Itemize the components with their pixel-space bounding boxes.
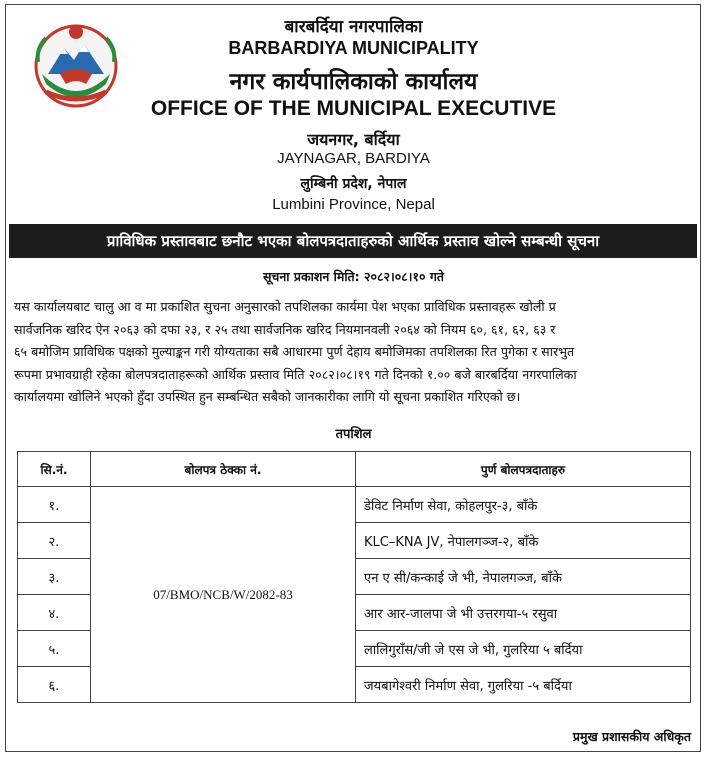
col-header-sn: सि.नं. xyxy=(18,452,91,487)
bidders-table xyxy=(17,451,691,703)
municipality-name-ne: बारबर्दिया नगरपालिका xyxy=(284,17,423,37)
municipality-name-en: BARBARDIYA MUNICIPALITY xyxy=(228,38,479,58)
body-line: यस कार्यालयबाट चालु आ व मा प्रकाशित सुचना अनुसारको तपशिलका कार्यमा पेश भएका प्राविधिक प्रस्तावहरू खोली प्र xyxy=(14,299,556,314)
tapasil-heading: तपशिल xyxy=(335,427,372,442)
body-line: कार्यालयमा खोलिने भएको हुँदा उपस्थित हुन सम्बन्धित सबैको जानकारीका लागि यो सूचना प्रकाशित गरिएको छ। xyxy=(14,389,521,404)
row-sn: ३. xyxy=(18,559,91,595)
body-line: ६५ बमोजिम प्राविधिक पक्षको मुल्याङ्कन गरी योग्यताका सबै आधारमा पुर्ण देहाय बमोजिमका तपशिलका रित पुगेका र सारभुत xyxy=(14,344,575,359)
publish-date: सूचना प्रकाशन मिति: २०८२।०८।१० गते xyxy=(262,269,445,284)
body-line: रूपमा प्रभावग्राही रहेका बोलपत्रदाताहरूको आर्थिक प्रस्ताव मिति २०८२।०८।१९ गते दिनको १.०० बजे बारबर्दिया नगरपालिका xyxy=(14,366,577,382)
row-sn: ४. xyxy=(18,595,91,631)
body-line: सार्वजनिक खरिद ऐन २०६३ को दफा २३, र २५ तथा सार्वजनिक खरिद नियमानवली २०६४ को नियम ६०, ६१, ६२, ६३ र xyxy=(14,321,556,337)
signatory: प्रमुख प्रशासकीय अधिकृत xyxy=(572,729,691,744)
row-bidder: एन ए सी/कन्काई जे भी, नेपालगञ्ज, बाँके xyxy=(356,559,691,595)
contract-number: 07/BMO/NCB/W/2082-83 xyxy=(91,487,356,703)
row-sn: २. xyxy=(18,523,91,559)
notice-title: प्राविधिक प्रस्तावबाट छनौट भएका बोलपत्रदाताहरुको आर्थिक प्रस्ताव खोल्ने सम्बन्धी सूचना xyxy=(9,224,697,258)
row-sn: ६. xyxy=(18,667,91,703)
col-header-bidder: पुर्ण बोलपत्रदाताहरु xyxy=(356,452,691,487)
row-bidder: जयबागेश्वरी निर्माण सेवा, गुलरिया -५ बर्दिया xyxy=(356,667,691,703)
province-en: Lumbini Province, Nepal xyxy=(272,196,435,213)
province-ne: लुम्बिनी प्रदेश, नेपाल xyxy=(300,176,407,192)
table-row xyxy=(18,487,691,523)
row-sn: ५. xyxy=(18,631,91,667)
office-name-ne: नगर कार्यपालिकाको कार्यालय xyxy=(229,69,478,95)
row-bidder: डेविट निर्माण सेवा, कोहलपुर-३, बाँके xyxy=(356,487,691,523)
col-header-contract: बोलपत्र ठेक्का नं. xyxy=(91,452,356,487)
row-bidder: KLC–KNA JV, नेपालगञ्ज-२, बाँके xyxy=(356,523,691,559)
row-sn: १. xyxy=(18,487,91,523)
office-name-en: OFFICE OF THE MUNICIPAL EXECUTIVE xyxy=(150,97,557,120)
table-header-row xyxy=(18,452,691,487)
place-en: JAYNAGAR, BARDIYA xyxy=(277,150,430,167)
notice-body xyxy=(14,296,694,409)
row-bidder: लालिगुराँस/जी जे एस जे भी, गुलरिया ५ बर्दिया xyxy=(356,631,691,667)
row-bidder: आर आर-जालपा जे भी उत्तरगया-५ रसुवा xyxy=(356,595,691,631)
place-ne: जयनगर, बर्दिया xyxy=(307,130,400,149)
